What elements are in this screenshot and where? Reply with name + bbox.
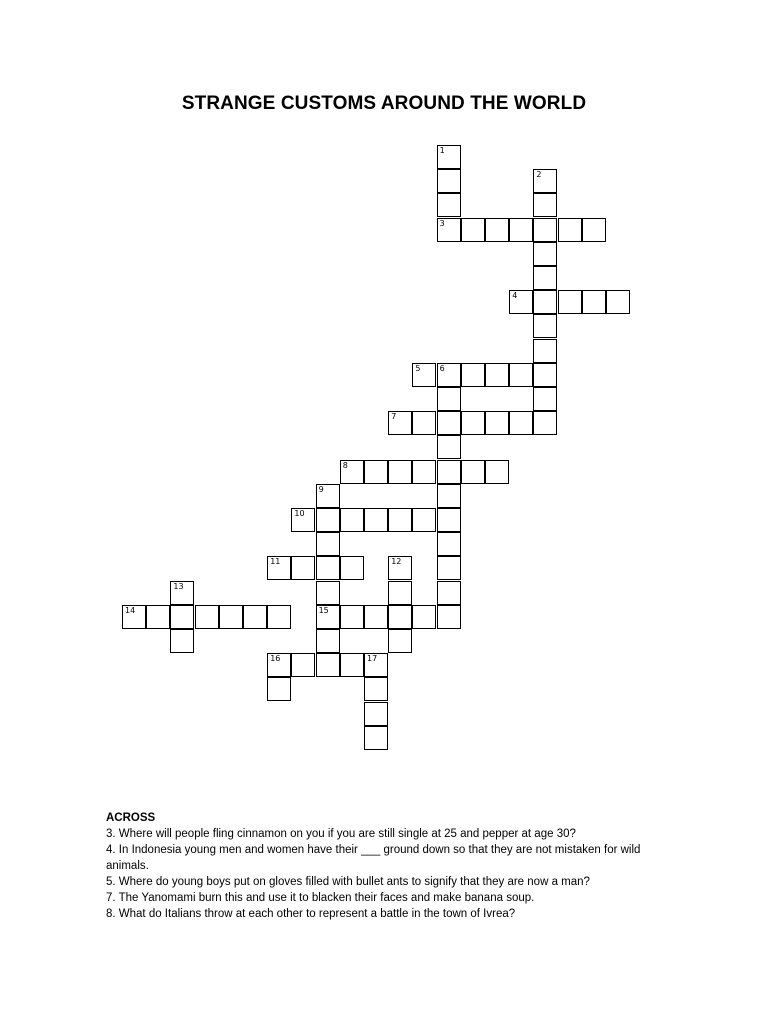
- crossword-cell[interactable]: [533, 314, 557, 338]
- crossword-cell[interactable]: [170, 581, 194, 605]
- crossword-cell[interactable]: [316, 629, 340, 653]
- crossword-cell[interactable]: [170, 605, 194, 629]
- crossword-cell[interactable]: [291, 653, 315, 677]
- crossword-cell[interactable]: [533, 193, 557, 217]
- crossword-cell[interactable]: [267, 677, 291, 701]
- crossword-cell[interactable]: [437, 145, 461, 169]
- clue-number: 17: [367, 654, 378, 664]
- crossword-cell[interactable]: [437, 460, 461, 484]
- crossword-cell[interactable]: [509, 363, 533, 387]
- crossword-cell[interactable]: [437, 532, 461, 556]
- crossword-cell[interactable]: [485, 218, 509, 242]
- crossword-cell[interactable]: [461, 460, 485, 484]
- crossword-cell[interactable]: [533, 169, 557, 193]
- crossword-cell[interactable]: [533, 218, 557, 242]
- clue-number: 3: [439, 218, 445, 228]
- crossword-cell[interactable]: [558, 290, 582, 314]
- crossword-cell[interactable]: [533, 266, 557, 290]
- clue-number: 1: [439, 146, 445, 155]
- crossword-cell[interactable]: [219, 605, 243, 629]
- crossword-cell[interactable]: [340, 460, 364, 484]
- clues-section: [106, 810, 666, 922]
- clue-number: 15: [318, 605, 329, 615]
- crossword-cell[interactable]: [485, 460, 509, 484]
- crossword-cell[interactable]: [461, 363, 485, 387]
- crossword-cell[interactable]: [437, 435, 461, 459]
- crossword-cell[interactable]: [195, 605, 219, 629]
- crossword-cell[interactable]: [485, 363, 509, 387]
- crossword-cell[interactable]: [170, 629, 194, 653]
- crossword-cell[interactable]: [437, 556, 461, 580]
- crossword-cell[interactable]: [437, 387, 461, 411]
- crossword-cell[interactable]: [412, 411, 436, 435]
- crossword-cell[interactable]: [340, 508, 364, 532]
- clue-number: 13: [173, 581, 184, 591]
- crossword-cell[interactable]: [582, 218, 606, 242]
- crossword-cell[interactable]: [533, 411, 557, 435]
- crossword-cell[interactable]: [364, 677, 388, 701]
- crossword-cell[interactable]: [437, 218, 461, 242]
- crossword-cell[interactable]: [582, 290, 606, 314]
- page-title: STRANGE CUSTOMS AROUND THE WORLD: [181, 93, 587, 114]
- clue-number: 11: [270, 557, 281, 567]
- clue-number: 9: [318, 484, 324, 494]
- clue-number: 6: [439, 363, 445, 373]
- crossword-cell[interactable]: [291, 508, 315, 532]
- crossword-cell[interactable]: [509, 218, 533, 242]
- clue-number: 8: [342, 460, 348, 470]
- crossword-cell[interactable]: [461, 218, 485, 242]
- crossword-cell[interactable]: [340, 605, 364, 629]
- clue-number: 7: [391, 412, 397, 422]
- crossword-cell[interactable]: [533, 242, 557, 266]
- clue-number: 10: [294, 509, 305, 518]
- crossword-cell[interactable]: [388, 460, 412, 484]
- clue-number: 16: [270, 654, 281, 664]
- crossword-cell[interactable]: [412, 605, 436, 629]
- crossword-cell[interactable]: [316, 532, 340, 556]
- crossword-cell[interactable]: [364, 702, 388, 726]
- crossword-cell[interactable]: [316, 508, 340, 532]
- crossword-cell[interactable]: [437, 193, 461, 217]
- crossword-cell[interactable]: [509, 290, 533, 314]
- crossword-cell[interactable]: [437, 363, 461, 387]
- crossword-cell[interactable]: [558, 218, 582, 242]
- crossword-cell[interactable]: [388, 581, 412, 605]
- crossword-cell[interactable]: [316, 605, 340, 629]
- clue-across-4: 4. In Indonesia young men and women have their ___ ground down so that they are not mistaken for wild animals.: [106, 844, 641, 872]
- crossword-cell[interactable]: [316, 484, 340, 508]
- crossword-cell[interactable]: [485, 411, 509, 435]
- crossword-cell[interactable]: [509, 411, 533, 435]
- crossword-cell[interactable]: [437, 169, 461, 193]
- crossword-cell[interactable]: [533, 363, 557, 387]
- crossword-cell[interactable]: [437, 411, 461, 435]
- crossword-cell[interactable]: [364, 605, 388, 629]
- crossword-cell[interactable]: [243, 605, 267, 629]
- crossword-cell[interactable]: [533, 387, 557, 411]
- crossword-cell[interactable]: [412, 363, 436, 387]
- crossword-cell[interactable]: [364, 508, 388, 532]
- crossword-cell[interactable]: [340, 556, 364, 580]
- crossword-cell[interactable]: [533, 290, 557, 314]
- crossword-cell[interactable]: [291, 556, 315, 580]
- clue-number: 4: [512, 291, 518, 301]
- crossword-cell[interactable]: [437, 581, 461, 605]
- clues-heading: ACROSS: [106, 812, 156, 824]
- crossword-cell[interactable]: [388, 605, 412, 629]
- crossword-cell[interactable]: [388, 508, 412, 532]
- crossword-cell[interactable]: [122, 605, 146, 629]
- crossword-cell[interactable]: [388, 556, 412, 580]
- crossword-cell[interactable]: [316, 581, 340, 605]
- crossword-cell[interactable]: [364, 726, 388, 750]
- clue-number: 14: [125, 605, 136, 615]
- crossword-cell[interactable]: [340, 653, 364, 677]
- clue-number: 5: [415, 363, 421, 373]
- clue-across-8: 8. What do Italians throw at each other to represent a battle in the town of Ivrea?: [106, 908, 516, 920]
- crossword-cell[interactable]: [267, 653, 291, 677]
- clue-number: 12: [391, 557, 402, 567]
- crossword-cell[interactable]: [316, 556, 340, 580]
- crossword-cell[interactable]: [388, 411, 412, 435]
- crossword-cell[interactable]: [437, 605, 461, 629]
- crossword-cell[interactable]: [437, 508, 461, 532]
- crossword-cell[interactable]: [388, 629, 412, 653]
- crossword-cell[interactable]: [364, 653, 388, 677]
- crossword-cell[interactable]: [316, 653, 340, 677]
- crossword-cell[interactable]: [267, 605, 291, 629]
- clue-across-7: 7. The Yanomami burn this and use it to blacken their faces and make banana soup.: [106, 892, 535, 904]
- crossword-cell[interactable]: [267, 556, 291, 580]
- crossword-cell[interactable]: [606, 290, 630, 314]
- crossword-cell[interactable]: [412, 508, 436, 532]
- clue-number: 2: [536, 170, 542, 180]
- crossword-cell[interactable]: [364, 460, 388, 484]
- crossword-cell[interactable]: [412, 460, 436, 484]
- clue-across-3: 3. Where will people fling cinnamon on you if you are still single at 25 and pepper at age 30?: [106, 828, 576, 840]
- clue-across-5: 5. Where do young boys put on gloves filled with bullet ants to signify that they are now a man?: [106, 876, 590, 888]
- crossword-cell[interactable]: [461, 411, 485, 435]
- crossword-cell[interactable]: [437, 484, 461, 508]
- crossword-cell[interactable]: [146, 605, 170, 629]
- crossword-cell[interactable]: [533, 339, 557, 363]
